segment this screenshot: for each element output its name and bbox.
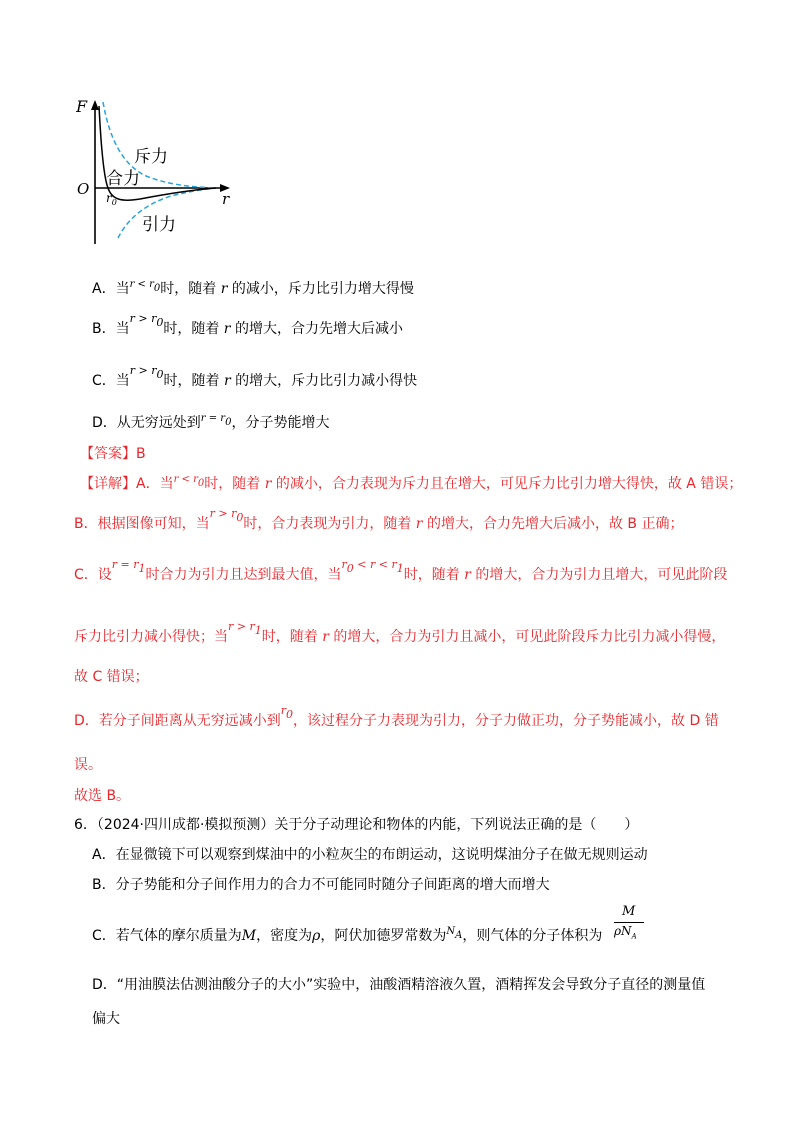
net-force-label: 合力 [106,169,140,189]
question-6-option-d-line-2: 偏大 [92,1011,120,1027]
fraction-denominator: $\rho N_A$ [614,924,637,941]
axis-r-label: r [222,190,230,208]
question-6-stem: 6．（2024·四川成都·模拟预测）关于分子动理论和物体的内能，下列说法正确的是（ ） [74,817,639,833]
molecular-volume-fraction [612,904,646,944]
option-a: A．当$^{r < r}_0$时，随着 r 的减小，斥力比引力增大得慢 [92,279,414,297]
question-6-option-a: A．在显微镜下可以观察到煤油中的小粒灰尘的布朗运动，这说明煤油分子在做无规则运动 [92,847,648,863]
detail-line-8: 故选 B。 [74,788,131,804]
answer-line: 【答案】B [80,446,146,462]
detail-line-4: 斥力比引力减小得快；当$^{r > r}_1$时，随着 r 的增大，合力为引力且减小，可见此阶段斥力比引力减小得慢， [74,620,726,645]
detail-line-1: 【详解】A．当$^{r < r}_0$时，随着 r 的减小，合力表现为斥力且在增大，可见斥力比引力增大得快，故 A 错误； [80,474,743,492]
fraction-numerator: M [622,904,636,919]
detail-line-3: C．设$^{r = r}_1$时合力为引力且达到最大值，当$^r_0$ $^{< r < r}_1$时，随着 r 的增大，合力为引力且增大，可见此阶段 [74,558,728,583]
repulsive-label: 斥力 [134,147,168,167]
f-axis-arrow [91,100,99,110]
option-d: D．从无穷远处到$^{r = r}_0$，分子势能增大 [92,413,330,431]
question-6-option-d-line-1: D．“用油膜法估测油酸分子的大小”实验中，油酸酒精溶液久置，酒精挥发会导致分子直径的测量值 [92,977,706,993]
detail-line-2: B．根据图像可知，当$^{r > r}_0$时，合力表现为引力，随着 r 的增大，合力先增大后减小，故 B 正确； [74,507,684,532]
origin-label: O [77,180,90,198]
fraction-bar [614,922,644,923]
detail-line-6: D．若分子间距离从无穷远减小到$^r_0$，该过程分子力表现为引力，分子力做正功，分子势能减小，故 D 错 [74,704,719,729]
detail-line-7: 误。 [74,757,102,773]
attractive-label: 引力 [142,215,176,235]
question-6-option-c: C．若气体的摩尔质量为M，密度为ρ，阿伏加德罗常数为$^N_A$，则气体的分子体积为 [92,926,603,944]
force-distance-figure [76,96,236,246]
question-6-option-b: B．分子势能和分子间作用力的合力不可能同时随分子间距离的增大而增大 [92,877,550,893]
option-c: C．当$^{r > r}_0$时，随着 r 的增大，斥力比引力减小得快 [92,364,418,389]
option-b: B．当$^{r > r}_0$时，随着 r 的增大，合力先增大后减小 [92,312,403,337]
r0-label: $r_0$ [106,191,117,207]
detail-line-5: 故 C 错误； [74,669,149,685]
axis-f-label: F [76,97,88,116]
